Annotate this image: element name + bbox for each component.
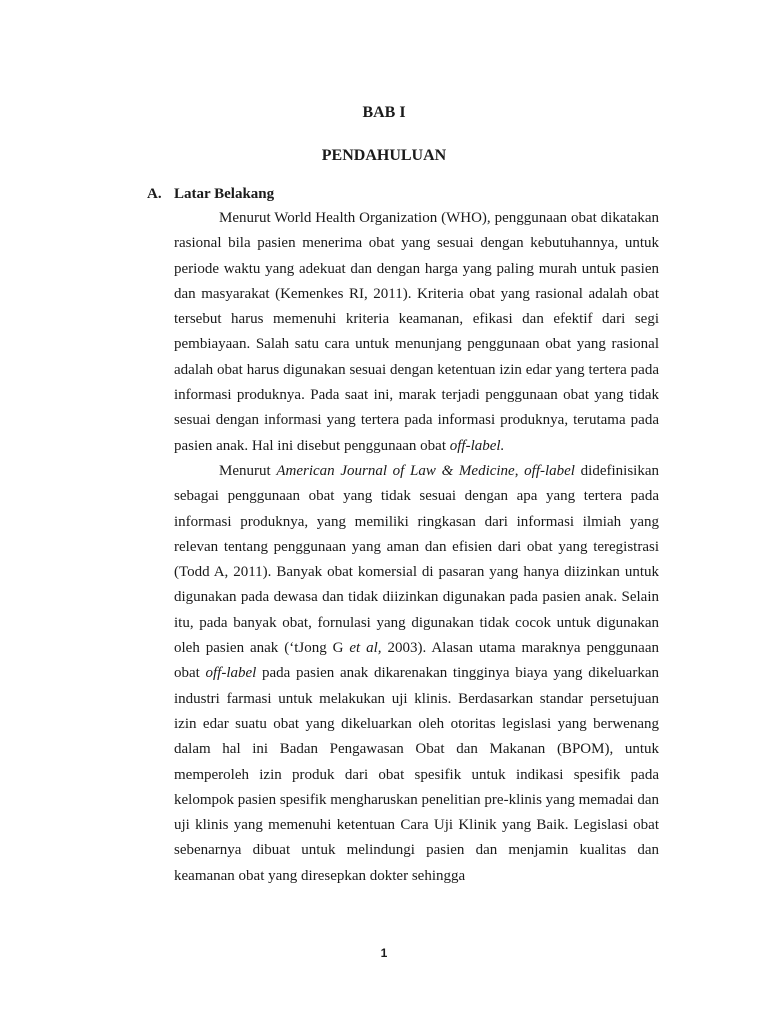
paragraph-2 <box>174 459 659 889</box>
chapter-number: BAB I <box>362 104 406 121</box>
page-number: 1 <box>380 946 388 960</box>
chapter-title: PENDAHULUAN <box>321 147 447 164</box>
paragraph-2-italic-et-al: et al, <box>349 640 382 657</box>
paragraph-1-italic-off-label: off-label. <box>449 437 505 454</box>
paragraph-2-italic-off-label: off-label <box>524 462 575 479</box>
section-letter: A. <box>147 186 162 202</box>
section-heading <box>147 186 274 203</box>
paragraph-2-text-4: 2003). Alasan utama maraknya penggunaan obat <box>174 640 659 682</box>
section-title: Latar Belakang <box>174 186 275 202</box>
paragraph-2-italic-journal: American Journal of Law & Medicine <box>276 462 515 479</box>
paragraph-2-text-1: Menurut <box>219 462 277 479</box>
paragraph-2-italic-off-label-2: off-label <box>205 665 257 682</box>
paragraph-2-text-3: didefinisikan sebagai penggunaan obat yang tidak sesuai dengan apa yang tertera pada informasi produknya, yang memiliki ringkasan dari informasi ilmiah yang relevan tentang penggunaan yang aman dan efisien dari obat yang teregistrasi (Todd A, 2011). Banyak obat komersial di pasaran yang hanya diizinkan untuk digunakan pada dewasa dan tidak diizinkan digunakan pada pasien anak. Selain itu, pada banyak obat, fornulasi yang digunakan tidak cocok untuk digunakan oleh pasien anak (‘tJong G <box>174 462 659 657</box>
paragraph-2-text-5: pada pasien anak dikarenakan tingginya biaya yang dikeluarkan industri farmasi untuk melakukan uji klinis. Berdasarkan standar persetujuan izin edar suatu obat yang dikeluarkan oleh otoritas legislasi yang berwenang dalam hal ini Badan Pengawasan Obat dan Makanan (BPOM), untuk memperoleh izin produk dari obat spesifik untuk indikasi spesifik pada kelompok pasien spesifik mengharuskan penelitian pre-klinis yang memadai dan uji klinis yang memenuhi ketentuan Cara Uji Klinik yang Baik. Legislasi obat sebenarnya dibuat untuk melindungi pasien dan menjamin kualitas dan keamanan obat yang diresepkan dokter sehingga <box>174 665 659 884</box>
paragraph-1 <box>174 206 659 459</box>
paragraph-1-text: Menurut World Health Organization (WHO), penggunaan obat dikatakan rasional bila pasien menerima obat yang sesuai dengan kebutuhannya, untuk periode waktu yang adekuat dan dengan harga yang paling murah untuk pasien dan masyarakat (Kemenkes RI, 2011). Kriteria obat yang rasional adalah obat tersebut harus memenuhi kriteria keamanan, efikasi dan efektif dari segi pembiayaan. Salah satu cara untuk menunjang penggunaan obat yang rasional adalah obat harus digunakan sesuai dengan ketentuan izin edar yang tertera pada informasi produknya. Pada saat ini, marak terjadi penggunaan obat yang tidak sesuai dengan informasi yang tertera pada informasi produknya, terutama pada pasien anak. Hal ini disebut penggunaan obat <box>174 210 659 454</box>
paragraph-2-text-2: , <box>514 462 525 479</box>
body-text <box>174 206 659 889</box>
